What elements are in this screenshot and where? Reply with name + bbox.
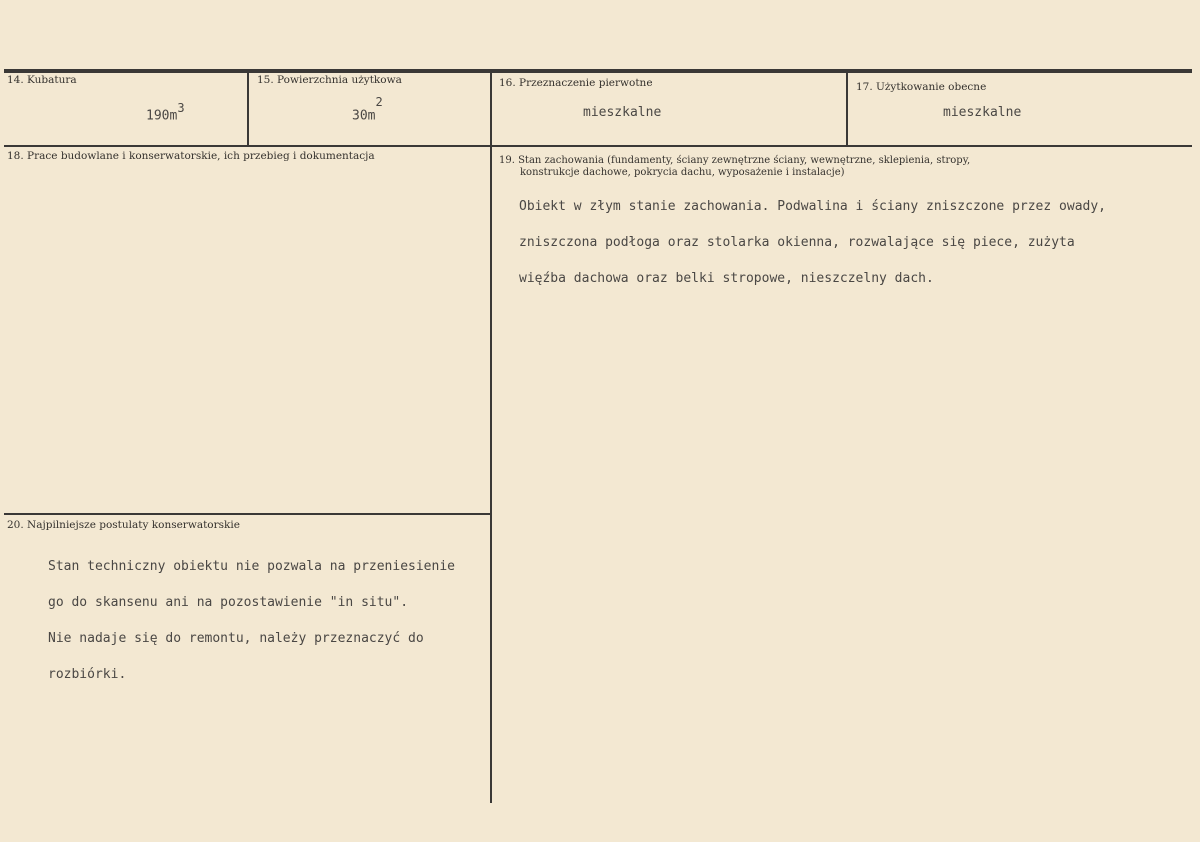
- field-14-value: [146, 103, 185, 123]
- section-20-top-rule: [4, 513, 492, 515]
- divider-14-15: [247, 71, 249, 147]
- field-20-label: 20. Najpilniejsze postulaty konserwatorskie: [7, 519, 240, 531]
- header-row-bottom-rule: [4, 145, 1192, 147]
- field-18-label: 18. Prace budowlane i konserwatorskie, ich przebieg i dokumentacja: [7, 150, 375, 162]
- field-19-text: [519, 189, 1106, 297]
- top-rule: [4, 69, 1192, 73]
- field-15-value: [352, 95, 383, 124]
- field-14-value-number: 190m: [146, 108, 178, 124]
- field-15-value-exponent: 2: [375, 95, 383, 109]
- field-15-label: 15. Powierzchnia użytkowa: [257, 74, 402, 86]
- field-14-value-exponent: 3: [177, 101, 185, 115]
- field-19-text-line: zniszczona podłoga oraz stolarka okienna, rozwalające się piece, zużyta: [519, 235, 1075, 250]
- field-17-value: mieszkalne: [943, 105, 1022, 120]
- field-15-value-number: 30m: [352, 108, 376, 124]
- divider-15-16: [490, 71, 492, 803]
- field-20-text-line: go do skansenu ani na pozostawienie "in situ".: [48, 595, 409, 610]
- field-19-text-line: Obiekt w złym stanie zachowania. Podwalina i ściany zniszczone przez owady,: [519, 199, 1106, 214]
- field-20-text-line: Stan techniczny obiektu nie pozwala na przeniesienie: [48, 559, 455, 574]
- field-16-value: mieszkalne: [583, 105, 662, 120]
- divider-16-17: [846, 71, 848, 147]
- field-20-text: [48, 549, 455, 693]
- field-19-label-line-1: 19. Stan zachowania (fundamenty, ściany zewnętrzne ściany, wewnętrzne, sklepienia, stropy,: [499, 155, 971, 166]
- field-17-label: 17. Użytkowanie obecne: [856, 81, 987, 93]
- field-19-text-line: więźba dachowa oraz belki stropowe, nieszczelny dach.: [519, 271, 934, 286]
- field-20-text-line: Nie nadaje się do remontu, należy przeznaczyć do: [48, 631, 424, 646]
- field-14-label: 14. Kubatura: [7, 74, 77, 86]
- field-20-text-line: rozbiórki.: [48, 667, 127, 682]
- field-19-label-line-2: konstrukcje dachowe, pokrycia dachu, wyposażenie i instalacje): [520, 167, 845, 178]
- field-16-label: 16. Przeznaczenie pierwotne: [499, 77, 653, 89]
